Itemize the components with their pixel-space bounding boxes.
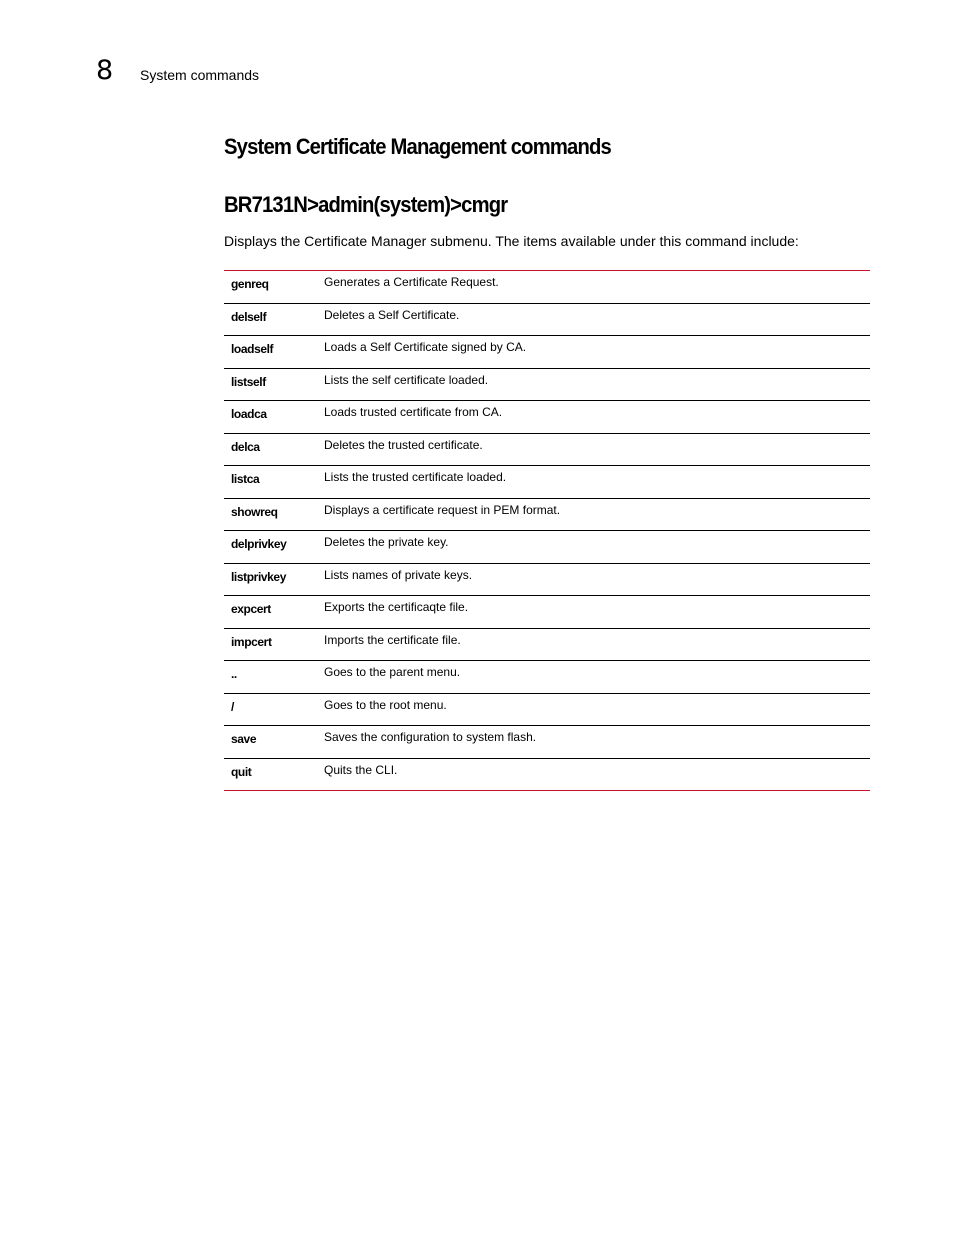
command-description: Lists the self certificate loaded. [324,368,870,401]
command-name: loadself [224,336,324,369]
command-name: expcert [224,596,324,629]
command-description: Deletes a Self Certificate. [324,303,870,336]
table-row [224,531,870,564]
command-name: / [224,693,324,726]
chapter-title: System commands [140,67,260,83]
command-name: delprivkey [224,531,324,564]
table-row [224,336,870,369]
command-name: quit [231,764,252,779]
command-name: delself [224,303,324,336]
command-description: Goes to the root menu. [324,693,870,726]
command-description: Saves the configuration to system flash. [324,726,870,759]
command-description: Displays a certificate request in PEM format. [324,498,870,531]
table-row [224,466,870,499]
command-description: Deletes the private key. [324,531,870,564]
command-name: showreq [224,498,324,531]
command-description: Generates a Certificate Request. [324,271,870,304]
command-name: save [224,726,324,759]
table-row [224,693,870,726]
command-name: listprivkey [224,563,324,596]
table-row [224,596,870,629]
command-description: Deletes the trusted certificate. [324,433,870,466]
command-description: Imports the certificate file. [324,628,870,661]
command-description: Goes to the parent menu. [324,661,870,694]
command-name: listca [224,466,324,499]
table-row [224,498,870,531]
table-row [224,368,870,401]
command-heading: BR7131N>admin(system)>cmgr [224,192,508,217]
table-row [224,661,870,694]
command-table [224,270,870,791]
table-row [224,303,870,336]
table-row [224,271,870,304]
table-row [224,628,870,661]
command-name: loadca [224,401,324,434]
command-description: Exports the certificaqte file. [324,596,870,629]
command-name: listself [224,368,324,401]
intro-paragraph: Displays the Certificate Manager submenu. The items available under this command include: [224,233,799,249]
command-description: Lists names of private keys. [324,563,870,596]
command-description: Quits the CLI. [324,762,398,777]
table-row [224,401,870,434]
section-heading: System Certificate Management commands [224,134,611,159]
command-description: Loads trusted certificate from CA. [324,401,870,434]
command-name: impcert [224,628,324,661]
table-row [224,726,870,759]
command-name: genreq [224,271,324,304]
table-row [224,433,870,466]
table-row [224,563,870,596]
command-description: Lists the trusted certificate loaded. [324,466,870,499]
table-row [224,758,870,791]
chapter-number: 8 [96,55,114,86]
command-name: delca [224,433,324,466]
command-description: Loads a Self Certificate signed by CA. [324,336,870,369]
command-name: .. [224,661,324,694]
